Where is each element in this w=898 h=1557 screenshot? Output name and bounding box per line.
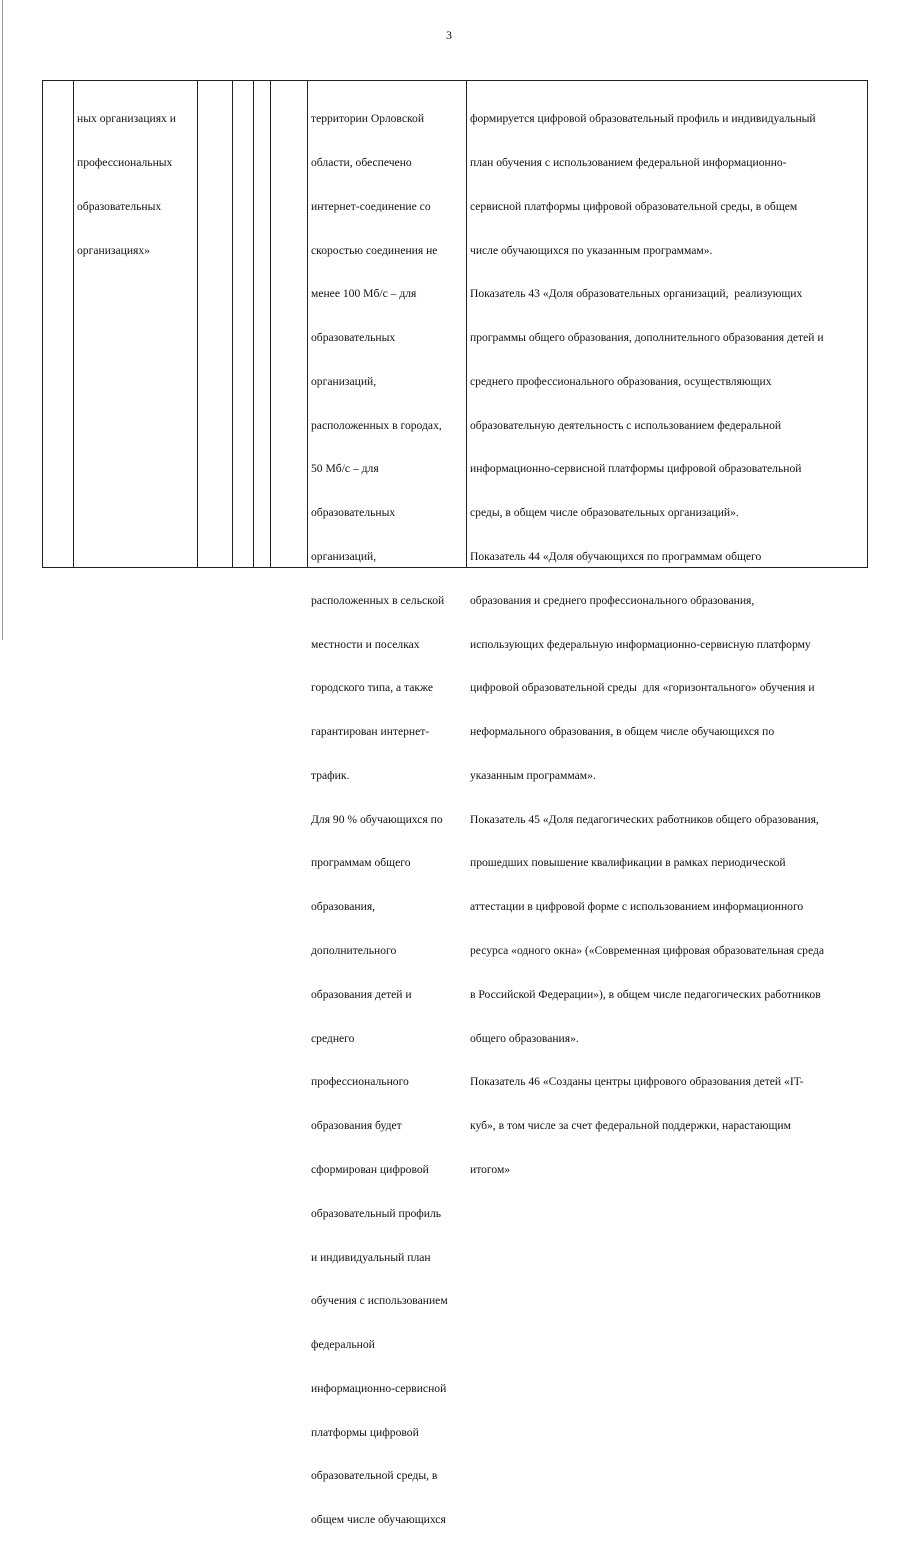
text-line: Показатель 46 «Созданы центры цифрового образования детей «IT- [470, 1075, 804, 1089]
text-line: расположенных в сельской [311, 593, 445, 607]
text-line: информационно-сервисной [311, 1381, 447, 1395]
text-line: прошедших повышение квалификации в рамках периодической [470, 856, 786, 870]
text-line: образования будет [311, 1119, 402, 1133]
text-line: программам общего [311, 856, 411, 870]
text-line: использующих федеральную информационно-сервисную платформу [470, 637, 811, 651]
text-line: программы общего образования, дополнительного образования детей и [470, 331, 824, 345]
text-line: среднего профессионального образования, осуществляющих [470, 374, 772, 388]
text-line: образовательную деятельность с использованием федеральной [470, 418, 782, 432]
text-line: неформального образования, в общем числе обучающихся по [470, 725, 775, 739]
text-line: среднего [311, 1031, 355, 1045]
text-line: сервисной платформы цифровой образовательной среды, в общем [470, 199, 798, 213]
table-right-border [867, 80, 868, 568]
column-divider [73, 80, 74, 568]
text-line: скоростью соединения не [311, 243, 438, 257]
table-left-border [42, 80, 43, 568]
page-left-edge-line [2, 0, 3, 640]
text-line: цифровой образовательной среды для «горизонтального» обучения и [470, 681, 815, 695]
column-divider [307, 80, 308, 568]
text-line: трафик. [311, 768, 350, 782]
column-divider [253, 80, 254, 568]
text-line: ресурса «одного окна» («Современная цифровая образовательная среда [470, 944, 824, 958]
text-line: Для 90 % обучающихся по [311, 812, 443, 826]
text-line: территории Орловской [311, 112, 425, 126]
text-line: организациях» [77, 243, 150, 257]
text-line: образовательных [77, 199, 162, 213]
text-line: 50 Мб/с – для [311, 462, 379, 476]
text-line: общего образования». [470, 1031, 579, 1045]
text-line: и индивидуальный план [311, 1250, 431, 1264]
text-line: области, обеспечено [311, 155, 412, 169]
text-line: образовательной среды, в [311, 1469, 438, 1483]
text-line: куб», в том числе за счет федеральной поддержки, нарастающим [470, 1119, 791, 1133]
text-line: местности и поселках [311, 637, 420, 651]
text-line: гарантирован интернет- [311, 725, 430, 739]
text-line: Показатель 45 «Доля педагогических работников общего образования, [470, 812, 819, 826]
page-number: 3 [446, 28, 452, 42]
text-line: дополнительного [311, 944, 397, 958]
text-line: образования, [311, 900, 376, 914]
cell-indicators [470, 83, 865, 1207]
text-line: федеральной [311, 1338, 375, 1352]
text-line: платформы цифровой [311, 1425, 419, 1439]
text-line: формируется цифровой образовательный профиль и индивидуальный [470, 112, 816, 126]
cell-project-name [77, 83, 195, 287]
text-line: городского типа, а также [311, 681, 434, 695]
text-line: Показатель 43 «Доля образовательных организаций, реализующих [470, 287, 803, 301]
cell-results-description [311, 83, 464, 1557]
text-line: менее 100 Мб/с – для [311, 287, 417, 301]
column-divider [197, 80, 198, 568]
text-line: образования детей и [311, 987, 412, 1001]
text-line: профессионального [311, 1075, 409, 1089]
text-line: образовательных [311, 331, 396, 345]
text-line: обучения с использованием [311, 1294, 448, 1308]
text-line: аттестации в цифровой форме с использованием информационного [470, 900, 804, 914]
text-line: сформирован цифровой [311, 1162, 429, 1176]
text-line: интернет-соединение со [311, 199, 431, 213]
text-line: организаций, [311, 550, 377, 563]
text-line: организаций, [311, 374, 377, 388]
text-line: план обучения с использованием федеральной информационно- [470, 155, 787, 169]
text-line: в Российской Федерации»), в общем числе педагогических работников [470, 987, 821, 1001]
column-divider [232, 80, 233, 568]
text-line: образования и среднего профессионального образования, [470, 593, 755, 607]
column-divider [466, 80, 467, 568]
text-line: указанным программам». [470, 768, 596, 782]
text-line: образовательных [311, 506, 396, 520]
text-line: ных организациях и [77, 112, 176, 126]
table-top-border [42, 80, 868, 81]
text-line: образовательный профиль [311, 1206, 442, 1220]
column-divider [270, 80, 271, 568]
text-line: информационно-сервисной платформы цифровой образовательной [470, 462, 802, 476]
text-line: общем числе обучающихся [311, 1513, 446, 1527]
text-line: расположенных в городах, [311, 418, 442, 432]
text-line: среды, в общем числе образовательных организаций». [470, 506, 739, 520]
text-line: числе обучающихся по указанным программам». [470, 243, 713, 257]
text-line: профессиональных [77, 155, 173, 169]
text-line: итогом» [470, 1162, 511, 1176]
text-line: Показатель 44 «Доля обучающихся по программам общего [470, 550, 762, 563]
